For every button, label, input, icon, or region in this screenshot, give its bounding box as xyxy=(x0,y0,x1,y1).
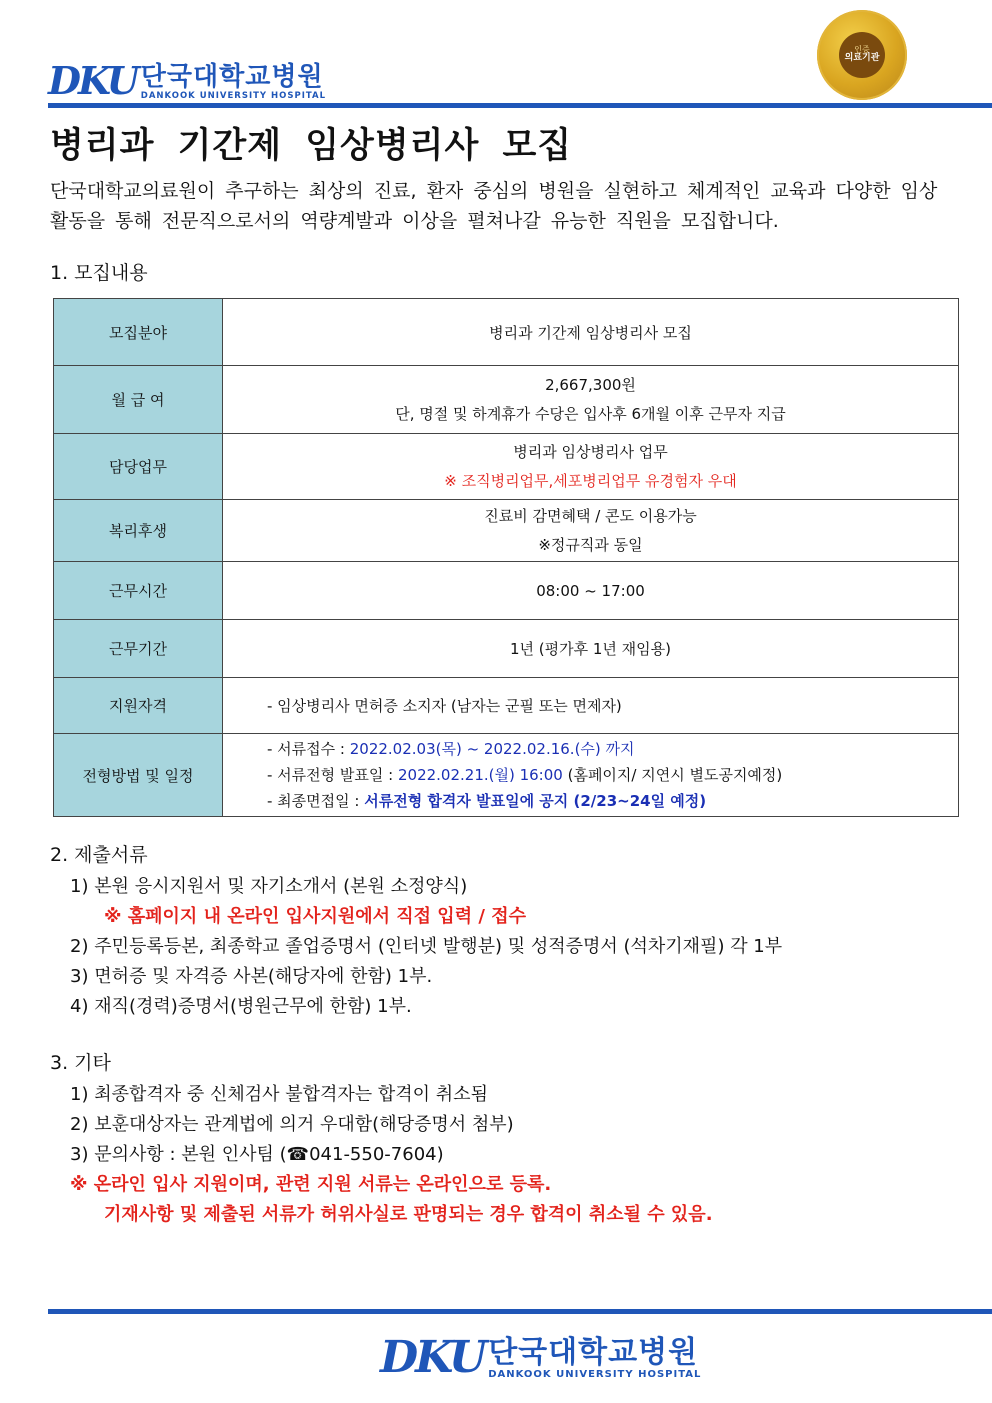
logo-mark: DKU xyxy=(48,58,137,103)
online-application-notice: ※ 홈페이지 내 온라인 입사지원에서 직접 입력 / 접수 xyxy=(104,906,526,927)
row-label: 월 급 여 xyxy=(54,366,223,434)
recruitment-table xyxy=(53,298,959,817)
logo-english-name: DANKOOK UNIVERSITY HOSPITAL xyxy=(140,90,327,101)
table-row-field xyxy=(54,299,959,366)
row-label: 모집분야 xyxy=(54,299,223,366)
row-label: 지원자격 xyxy=(54,678,223,734)
section-recruitment-title: 1. 모집내용 xyxy=(50,262,148,284)
hospital-logo xyxy=(48,58,327,103)
welfare-benefits: 진료비 감면혜택 / 콘도 이용가능 xyxy=(484,506,697,525)
footer-divider xyxy=(48,1309,992,1314)
accreditation-seal xyxy=(817,10,907,100)
documents-list xyxy=(70,872,782,1022)
other-list xyxy=(70,1080,514,1170)
final-notice xyxy=(70,1170,713,1230)
schedule-label: - 최종면접일 : xyxy=(267,792,365,810)
row-label: 복리후생 xyxy=(54,500,223,562)
row-value xyxy=(223,434,959,500)
row-value xyxy=(223,734,959,817)
row-value: - 임상병리사 면허증 소지자 (남자는 군필 또는 면제자) xyxy=(223,678,959,734)
schedule-announcement-note: (홈페이지/ 지연시 별도공지예정) xyxy=(562,766,783,784)
logo-english-name: DANKOOK UNIVERSITY HOSPITAL xyxy=(488,1369,702,1380)
section-other-title: 3. 기타 xyxy=(50,1052,111,1074)
schedule-label: - 서류접수 : xyxy=(267,740,350,758)
logo-mark: DKU xyxy=(380,1332,485,1383)
list-item: 4) 재직(경력)증명서(병원근무에 한함) 1부. xyxy=(70,996,412,1017)
list-item: 2) 주민등록등본, 최종학교 졸업증명서 (인터넷 발행분) 및 성적증명서 (석차기재필) 각 1부 xyxy=(70,936,783,957)
welfare-note: ※정규직과 동일 xyxy=(538,535,643,554)
row-value xyxy=(223,500,959,562)
list-item: 3) 문의사항 : 본원 인사팀 (☎041-550-7604) xyxy=(70,1144,444,1165)
salary-amount: 2,667,300원 xyxy=(545,375,636,394)
table-row-welfare xyxy=(54,500,959,562)
logo-korean-name: 단국대학교병원 xyxy=(488,1335,699,1370)
seal-text-top: 인증 xyxy=(854,44,870,54)
list-item: 1) 최종합격자 중 신체검사 불합격자는 합격이 취소됨 xyxy=(70,1084,488,1105)
row-label: 전형방법 및 일정 xyxy=(54,734,223,817)
hospital-logo-footer xyxy=(380,1332,702,1383)
table-row-period xyxy=(54,620,959,678)
duty-description: 병리과 임상병리사 업무 xyxy=(513,442,668,461)
schedule-label: - 서류전형 발표일 : xyxy=(267,766,398,784)
final-notice-line1: ※ 온라인 입사 지원이며, 관련 지원 서류는 온라인으로 등록. xyxy=(70,1174,552,1195)
table-row-schedule xyxy=(54,734,959,817)
intro-paragraph: 단국대학교의료원이 추구하는 최상의 진료, 환자 중심의 병원을 실현하고 체계적인 교육과 다양한 임상활동을 통해 전문직으로서의 역량계발과 이상을 펼쳐나갈 유능한 직원을 모집합니다. xyxy=(50,180,938,232)
list-item: 1) 본원 응시지원서 및 자기소개서 (본원 소정양식) xyxy=(70,876,468,897)
salary-note: 단, 명절 및 하계휴가 수당은 입사후 6개월 이후 근무자 지급 xyxy=(395,404,786,423)
schedule-application xyxy=(267,736,958,762)
table-row-duty xyxy=(54,434,959,500)
row-label: 근무시간 xyxy=(54,562,223,620)
row-value xyxy=(223,366,959,434)
schedule-announcement-date: 2022.02.21.(월) 16:00 xyxy=(397,766,563,784)
table-row-salary xyxy=(54,366,959,434)
duty-preference-note: ※ 조직병리업무,세포병리업무 유경험자 우대 xyxy=(444,471,737,490)
list-item: 3) 면허증 및 자격증 사본(해당자에 한함) 1부. xyxy=(70,966,433,987)
list-item: 2) 보훈대상자는 관계법에 의거 우대함(해당증명서 첨부) xyxy=(70,1114,514,1135)
table-row-hours xyxy=(54,562,959,620)
header-divider xyxy=(48,103,992,108)
schedule-interview xyxy=(267,788,958,814)
logo-korean-name: 단국대학교병원 xyxy=(140,61,324,92)
section-documents-title: 2. 제출서류 xyxy=(50,844,148,866)
schedule-interview-date: 서류전형 합격자 발표일에 공지 (2/23~24일 예정) xyxy=(364,792,707,810)
schedule-application-date: 2022.02.03(목) ~ 2022.02.16.(수) 까지 xyxy=(349,740,635,758)
row-label: 담당업무 xyxy=(54,434,223,500)
table-row-qualification xyxy=(54,678,959,734)
row-value: 병리과 기간제 임상병리사 모집 xyxy=(223,299,959,366)
schedule-announcement xyxy=(267,762,958,788)
page-title: 병리과 기간제 임상병리사 모집 xyxy=(50,126,573,166)
row-label: 근무기간 xyxy=(54,620,223,678)
seal-text-bottom: 의료기관 xyxy=(844,53,880,64)
final-notice-line2: 기재사항 및 제출된 서류가 허위사실로 판명되는 경우 합격이 취소될 수 있음. xyxy=(104,1204,713,1225)
row-value: 1년 (평가후 1년 재임용) xyxy=(223,620,959,678)
row-value: 08:00 ~ 17:00 xyxy=(223,562,959,620)
